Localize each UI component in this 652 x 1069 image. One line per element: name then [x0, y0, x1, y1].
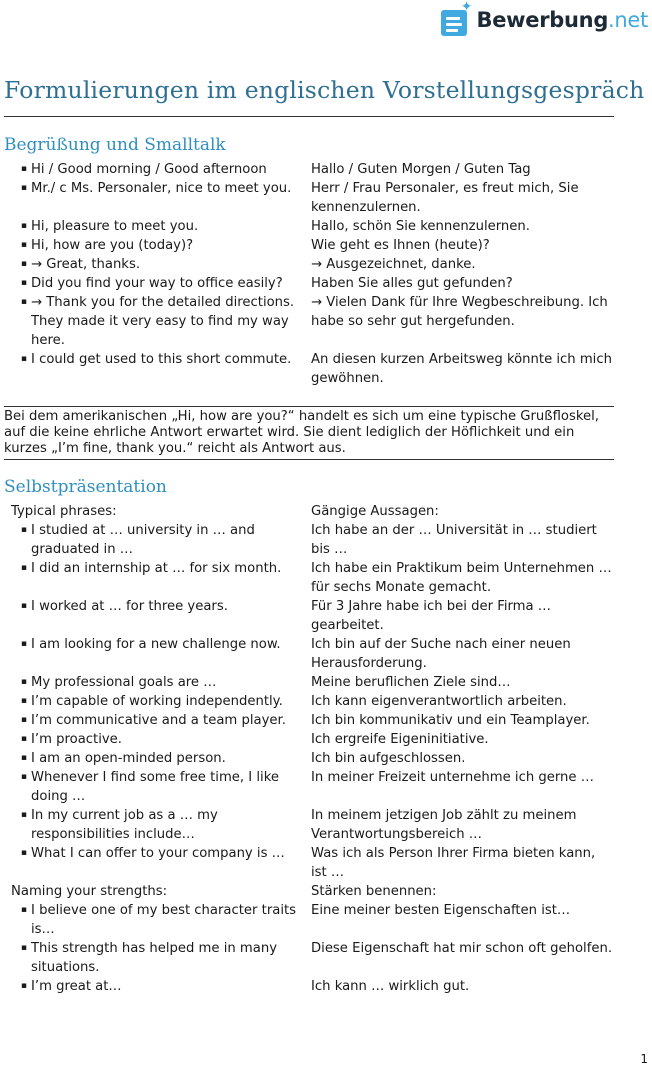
phrase-en: Hi, how are you (today)?: [31, 238, 194, 253]
phrase-de: An diesen kurzen Arbeitsweg könnte ich mich gewöhnen.: [311, 352, 612, 386]
phrase-en: I did an internship at … for six month.: [31, 561, 282, 576]
phrase-de: Eine meiner besten Eigenschaften ist…: [311, 903, 571, 918]
phrase-en: I’m capable of working independently.: [31, 694, 283, 709]
phrase-row: [4, 749, 614, 768]
subheading-row: [4, 882, 614, 901]
bullet: ▪: [20, 563, 27, 573]
sparkle-icon: ✦: [460, 0, 473, 15]
bullet: ▪: [20, 715, 27, 725]
phrase-de: Was ich als Person Ihrer Firma bieten kann, ist …: [311, 846, 596, 880]
phrase-en: I studied at … university in … and graduated in …: [31, 523, 255, 557]
phrase-row: [4, 939, 614, 977]
bullet: ▪: [20, 981, 27, 991]
bullet: ▪: [20, 259, 27, 269]
bullet: ▪: [20, 297, 27, 307]
page-number: 1: [640, 1052, 648, 1066]
phrase-de: Herr / Frau Personaler, es freut mich, Sie kennenzulernen.: [311, 181, 579, 215]
brand-logo: [441, 0, 648, 36]
phrase-row: [4, 255, 614, 274]
bullet: ▪: [20, 221, 27, 231]
subheading-de: Gängige Aussagen:: [311, 504, 439, 519]
bullet: ▪: [20, 601, 27, 611]
phrase-de: Hallo / Guten Morgen / Guten Tag: [311, 162, 531, 177]
brand-name: Bewerbung.net: [476, 8, 648, 32]
phrase-row: [4, 768, 614, 806]
section-heading-self-presentation: Selbstpräsentation: [4, 477, 167, 497]
page-title: Formulierungen im englischen Vorstellungsgespräch: [4, 76, 645, 104]
section-heading-smalltalk: Begrüßung und Smalltalk: [4, 135, 226, 155]
phrase-en: → Thank you for the detailed directions. They made it very easy to find my way here.: [31, 295, 295, 348]
phrase-en: I’m proactive.: [31, 732, 122, 747]
phrase-row: [4, 597, 614, 635]
subheading-en: Naming your strengths:: [11, 884, 168, 899]
phrase-de: Hallo, schön Sie kennenzulernen.: [311, 219, 530, 234]
note-divider-top: [4, 406, 614, 407]
phrase-row: [4, 844, 614, 882]
phrase-row: [4, 692, 614, 711]
bullet: ▪: [20, 810, 27, 820]
phrase-en: Whenever I find some free time, I like doing …: [31, 770, 279, 804]
phrase-en: I am looking for a new challenge now.: [31, 637, 281, 652]
phrase-en: In my current job as a … my responsibilities include…: [31, 808, 218, 842]
bullet: ▪: [20, 734, 27, 744]
title-divider: [4, 116, 614, 117]
phrase-row: [4, 559, 614, 597]
bullet: ▪: [20, 696, 27, 706]
bullet: ▪: [20, 639, 27, 649]
phrase-row: [4, 521, 614, 559]
phrase-de: In meiner Freizeit unternehme ich gerne …: [311, 770, 594, 785]
bullet: ▪: [20, 183, 27, 193]
phrase-row: [4, 350, 614, 388]
smalltalk-list: [4, 160, 614, 388]
phrase-de: Ich habe an der … Universität in … studiert bis …: [311, 523, 597, 557]
phrase-de: Ich bin kommunikativ und ein Teamplayer.: [311, 713, 590, 728]
phrase-en: I could get used to this short commute.: [31, 352, 292, 367]
phrase-en: → Great, thanks.: [31, 257, 141, 272]
phrase-row: [4, 160, 614, 179]
phrase-de: → Ausgezeichnet, danke.: [311, 257, 476, 272]
phrase-row: [4, 977, 614, 996]
document-icon: [441, 0, 473, 36]
bullet: ▪: [20, 772, 27, 782]
bullet: ▪: [20, 677, 27, 687]
phrase-en: I believe one of my best character traits is…: [31, 903, 297, 937]
phrase-de: Ich kann eigenverantwortlich arbeiten.: [311, 694, 567, 709]
phrase-de: In meinem jetzigen Job zählt zu meinem Verantwortungsbereich …: [311, 808, 577, 842]
phrase-en: Did you find your way to office easily?: [31, 276, 283, 291]
phrase-row: [4, 179, 614, 217]
phrase-row: [4, 635, 614, 673]
phrase-en: What I can offer to your company is …: [31, 846, 285, 861]
phrase-en: Hi / Good morning / Good afternoon: [31, 162, 267, 177]
phrase-en: I worked at … for three years.: [31, 599, 228, 614]
self-presentation-list: [4, 502, 614, 996]
bullet: ▪: [20, 240, 27, 250]
subheading-de: Stärken benennen:: [311, 884, 437, 899]
bullet: ▪: [20, 354, 27, 364]
bullet: ▪: [20, 164, 27, 174]
phrase-de: Ich bin auf der Suche nach einer neuen Herausforderung.: [311, 637, 571, 671]
phrase-de: Ich ergreife Eigeninitiative.: [311, 732, 489, 747]
phrase-row: [4, 806, 614, 844]
phrase-en: I’m great at…: [31, 979, 122, 994]
phrase-de: Ich bin aufgeschlossen.: [311, 751, 466, 766]
phrase-de: Meine beruflichen Ziele sind…: [311, 675, 511, 690]
phrase-de: Ich habe ein Praktikum beim Unternehmen … für sechs Monate gemacht.: [311, 561, 612, 595]
phrase-row: [4, 217, 614, 236]
phrase-row: [4, 236, 614, 255]
phrase-en: Mr./ c Ms. Personaler, nice to meet you.: [31, 181, 292, 196]
phrase-row: [4, 730, 614, 749]
phrase-en: This strength has helped me in many situations.: [31, 941, 278, 975]
phrase-de: → Vielen Dank für Ihre Wegbeschreibung. Ich habe so sehr gut hergefunden.: [311, 295, 608, 329]
note-divider-bottom: [4, 459, 614, 460]
subheading-row: [4, 502, 614, 521]
phrase-row: [4, 293, 614, 350]
phrase-de: Diese Eigenschaft hat mir schon oft geholfen.: [311, 941, 613, 956]
phrase-row: [4, 274, 614, 293]
greeting-note: Bei dem amerikanischen „Hi, how are you?“ handelt es sich um eine typische Grußfloskel, auf die keine ehrliche Antwort erwartet wird. Sie dient lediglich der Höflichkeit und ein kurzes „I’m fine, thank you.“ reicht als Antwort aus.: [4, 409, 599, 456]
phrase-row: [4, 711, 614, 730]
subheading-en: Typical phrases:: [11, 504, 117, 519]
bullet: ▪: [20, 753, 27, 763]
bullet: ▪: [20, 848, 27, 858]
phrase-de: Ich kann … wirklich gut.: [311, 979, 470, 994]
phrase-de: Wie geht es Ihnen (heute)?: [311, 238, 490, 253]
bullet: ▪: [20, 278, 27, 288]
phrase-en: I am an open-minded person.: [31, 751, 226, 766]
phrase-de: Haben Sie alles gut gefunden?: [311, 276, 513, 291]
bullet: ▪: [20, 905, 27, 915]
phrase-en: I’m communicative and a team player.: [31, 713, 286, 728]
phrase-row: [4, 673, 614, 692]
phrase-row: [4, 901, 614, 939]
bullet: ▪: [20, 943, 27, 953]
phrase-de: Für 3 Jahre habe ich bei der Firma … gearbeitet.: [311, 599, 551, 633]
bullet: ▪: [20, 525, 27, 535]
phrase-en: My professional goals are …: [31, 675, 217, 690]
phrase-en: Hi, pleasure to meet you.: [31, 219, 199, 234]
